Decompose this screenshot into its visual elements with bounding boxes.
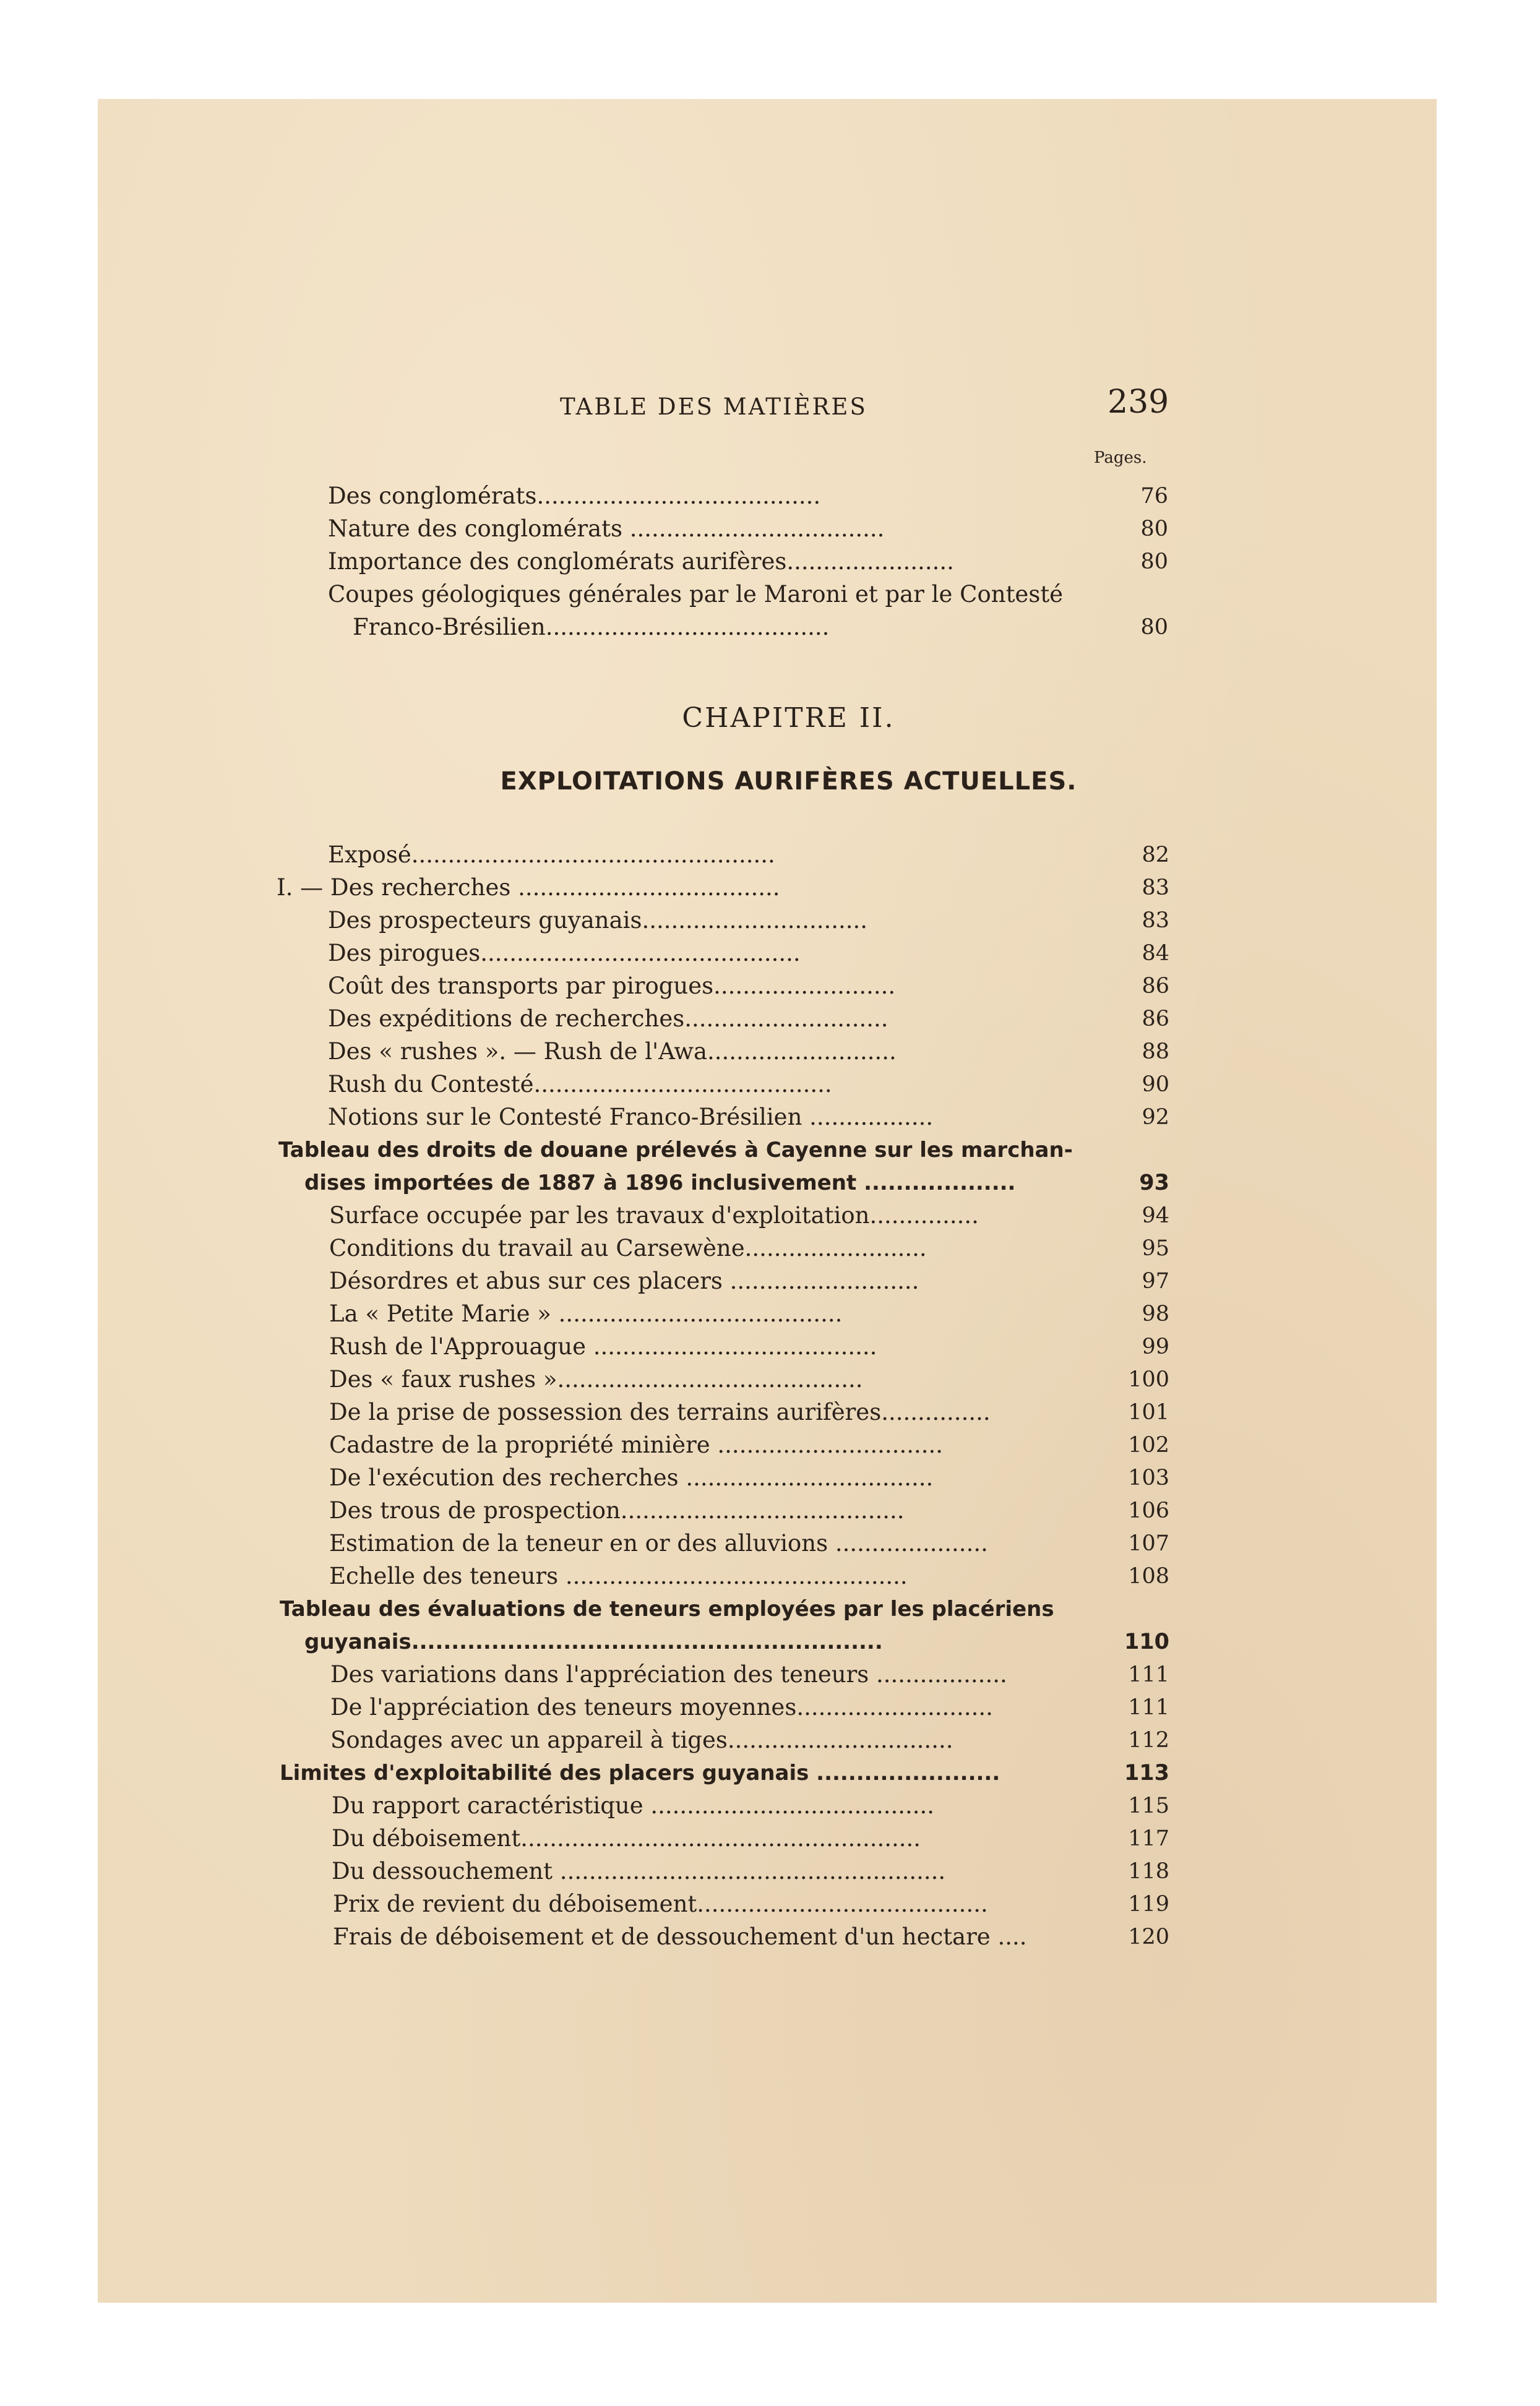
toc-entry-text: De la prise de possession des terrains aurifères............... (329, 1399, 991, 1425)
toc-entry-text: De l'exécution des recherches .................................. (329, 1464, 934, 1491)
toc-entry (328, 578, 1168, 611)
toc-entry-text: Du dessouchement ..................................................... (332, 1858, 946, 1884)
toc-entry-text: Des expéditions de recherches............................ (328, 1005, 888, 1032)
toc-entry (333, 1920, 1169, 1954)
toc-entry (278, 1133, 1169, 1167)
toc-entry-page: 80 (1140, 615, 1168, 640)
toc-entry-text: Des « faux rushes ».......................................... (329, 1366, 863, 1393)
toc-entry-text: Exposé.................................................. (328, 841, 775, 868)
toc-entry-page: 86 (1142, 974, 1169, 999)
toc-entry (329, 1560, 1169, 1593)
toc-entry-page: 88 (1142, 1039, 1169, 1064)
toc-entry-text: De l'appréciation des teneurs moyennes........................... (330, 1694, 993, 1721)
toc-entry-text: Estimation de la teneur en or des alluvions ..................... (329, 1530, 988, 1557)
toc-entry (280, 1756, 1169, 1790)
toc-entry-text: Importance des conglomérats aurifères....................... (328, 548, 954, 575)
toc-entry (329, 1494, 1169, 1527)
toc-entry (329, 1199, 1169, 1232)
toc-entry (332, 1855, 1169, 1888)
toc-entry (330, 1724, 1169, 1757)
toc-entry-text: Des variations dans l'appréciation des teneurs .................. (330, 1661, 1007, 1688)
toc-entry-page: 99 (1142, 1334, 1169, 1359)
toc-entry-text: Cadastre de la propriété minière ............................... (329, 1432, 944, 1458)
toc-entry (332, 1822, 1169, 1855)
toc-entry-page: 103 (1128, 1466, 1169, 1490)
chapter-title: CHAPITRE II. (682, 702, 895, 734)
pages-column-label: Pages. (1094, 449, 1147, 467)
toc-entry (328, 1068, 1169, 1101)
toc-entry (328, 1002, 1169, 1036)
toc-entry-page: 111 (1128, 1695, 1169, 1720)
toc-entry-page: 95 (1142, 1236, 1169, 1261)
toc-entry-text: Du déboisement....................................................... (332, 1825, 921, 1852)
toc-entry (329, 1527, 1169, 1560)
toc-entry-page: 84 (1142, 941, 1169, 966)
toc-entry-page: 102 (1128, 1433, 1169, 1458)
toc-entry-text: Surface occupée par les travaux d'exploitation............... (329, 1202, 979, 1229)
toc-entry-text: Rush du Contesté......................................... (328, 1071, 832, 1098)
toc-entry (328, 838, 1169, 872)
running-header: TABLE DES MATIÈRES (560, 393, 867, 420)
page-number: 239 (1108, 384, 1169, 421)
chapter-subtitle: EXPLOITATIONS AURIFÈRES ACTUELLES. (500, 767, 1077, 796)
toc-entry-page: 118 (1128, 1859, 1169, 1884)
toc-entry-page: 97 (1142, 1269, 1169, 1294)
toc-entry (304, 1625, 1169, 1659)
toc-entry (328, 1101, 1169, 1134)
toc-entry-text: Prix de revient du déboisement........................................ (333, 1891, 988, 1917)
toc-entry-page: 112 (1128, 1728, 1169, 1753)
toc-entry (328, 1035, 1169, 1068)
toc-entry (329, 1461, 1169, 1495)
toc-entry (329, 1297, 1169, 1331)
toc-entry-text: Désordres et abus sur ces placers .......................... (329, 1268, 919, 1294)
toc-entry-text: Des conglomérats....................................... (328, 483, 821, 509)
toc-entry-text: Nature des conglomérats ................................... (328, 515, 885, 542)
toc-entry (329, 1265, 1169, 1298)
toc-entry-page: 98 (1142, 1302, 1169, 1326)
toc-entry-page: 76 (1140, 484, 1168, 509)
toc-entry (329, 1429, 1169, 1462)
toc-entry-text: Frais de déboisement et de dessouchement d'un hectare .... (333, 1923, 1027, 1950)
toc-entry-text: guyanais........................................................... (304, 1630, 883, 1654)
toc-entry-text: Des prospecteurs guyanais............................... (328, 907, 868, 934)
toc-entry (329, 1396, 1169, 1429)
toc-entry-text: Des trous de prospection....................................... (329, 1497, 905, 1524)
toc-entry-page: 111 (1128, 1662, 1169, 1687)
toc-entry-page: 80 (1140, 549, 1168, 574)
toc-entry-text: Limites d'exploitabilité des placers guyanais ....................... (280, 1761, 1000, 1785)
toc-entry-text: Coût des transports par pirogues......................... (328, 973, 896, 999)
toc-entry (330, 1691, 1169, 1724)
toc-entry-page: 90 (1142, 1072, 1169, 1097)
toc-entry-text: La « Petite Marie » ....................................... (329, 1300, 843, 1327)
toc-entry-page: 92 (1142, 1105, 1169, 1130)
toc-entry-page: 80 (1140, 517, 1168, 541)
toc-entry-text: Franco-Brésilien....................................... (353, 614, 830, 640)
toc-entry-page: 101 (1128, 1400, 1169, 1425)
toc-entry-text: Coupes géologiques générales par le Maroni et par le Contesté (328, 581, 1064, 608)
toc-entry-page: 113 (1124, 1761, 1169, 1785)
toc-entry-page: 83 (1142, 908, 1169, 933)
toc-entry (328, 904, 1169, 937)
toc-entry (280, 1592, 1169, 1626)
toc-entry-page: 110 (1124, 1630, 1169, 1654)
toc-entry (328, 479, 1168, 513)
toc-entry (329, 1232, 1169, 1265)
toc-entry (328, 969, 1169, 1003)
toc-entry-text: Echelle des teneurs ............................................... (329, 1563, 908, 1589)
toc-entry-page: 82 (1142, 843, 1169, 867)
toc-entry-text: Notions sur le Contesté Franco-Brésilien ................. (328, 1104, 934, 1130)
toc-entry-page: 120 (1128, 1925, 1169, 1949)
toc-entry-text: Tableau des droits de douane prélevés à Cayenne sur les marchan- (278, 1138, 1073, 1162)
toc-entry-text: Des pirogues............................................ (328, 940, 801, 966)
toc-entry (329, 1363, 1169, 1396)
toc-entry (332, 1789, 1169, 1823)
toc-entry-page: 107 (1128, 1531, 1169, 1556)
toc-entry-text: Du rapport caractéristique ....................................... (332, 1792, 935, 1819)
toc-entry (328, 937, 1169, 970)
toc-entry-page: 93 (1139, 1171, 1169, 1195)
toc-entry-page: 117 (1128, 1826, 1169, 1851)
toc-entry (328, 545, 1168, 578)
toc-entry-page: 100 (1128, 1367, 1169, 1392)
toc-entry-text: Sondages avec un appareil à tiges............................... (330, 1727, 953, 1753)
toc-entry-page: 86 (1142, 1007, 1169, 1031)
toc-entry-text: Rush de l'Approuague ....................................... (329, 1333, 877, 1360)
toc-entry (328, 512, 1168, 546)
toc-entry-page: 94 (1142, 1203, 1169, 1228)
toc-entry (333, 1888, 1169, 1921)
toc-entry-page: 108 (1128, 1564, 1169, 1589)
toc-entry-text: I. — Des recherches .................................... (277, 874, 780, 901)
toc-entry (277, 871, 1169, 904)
toc-entry-page: 83 (1142, 875, 1169, 900)
toc-entry (353, 611, 1168, 644)
toc-entry-text: Conditions du travail au Carsewène......................... (329, 1235, 927, 1261)
toc-entry (304, 1166, 1169, 1200)
toc-entry (329, 1330, 1169, 1364)
toc-entry-text: Tableau des évaluations de teneurs employées par les placériens (280, 1597, 1054, 1622)
toc-entry (330, 1658, 1169, 1691)
toc-entry-page: 115 (1128, 1794, 1169, 1818)
toc-entry-page: 119 (1128, 1892, 1169, 1917)
toc-entry-text: dises importées de 1887 à 1896 inclusivement ................... (304, 1171, 1016, 1195)
toc-entry-text: Des « rushes ». — Rush de l'Awa.......................... (328, 1038, 897, 1065)
toc-entry-page: 106 (1128, 1498, 1169, 1523)
